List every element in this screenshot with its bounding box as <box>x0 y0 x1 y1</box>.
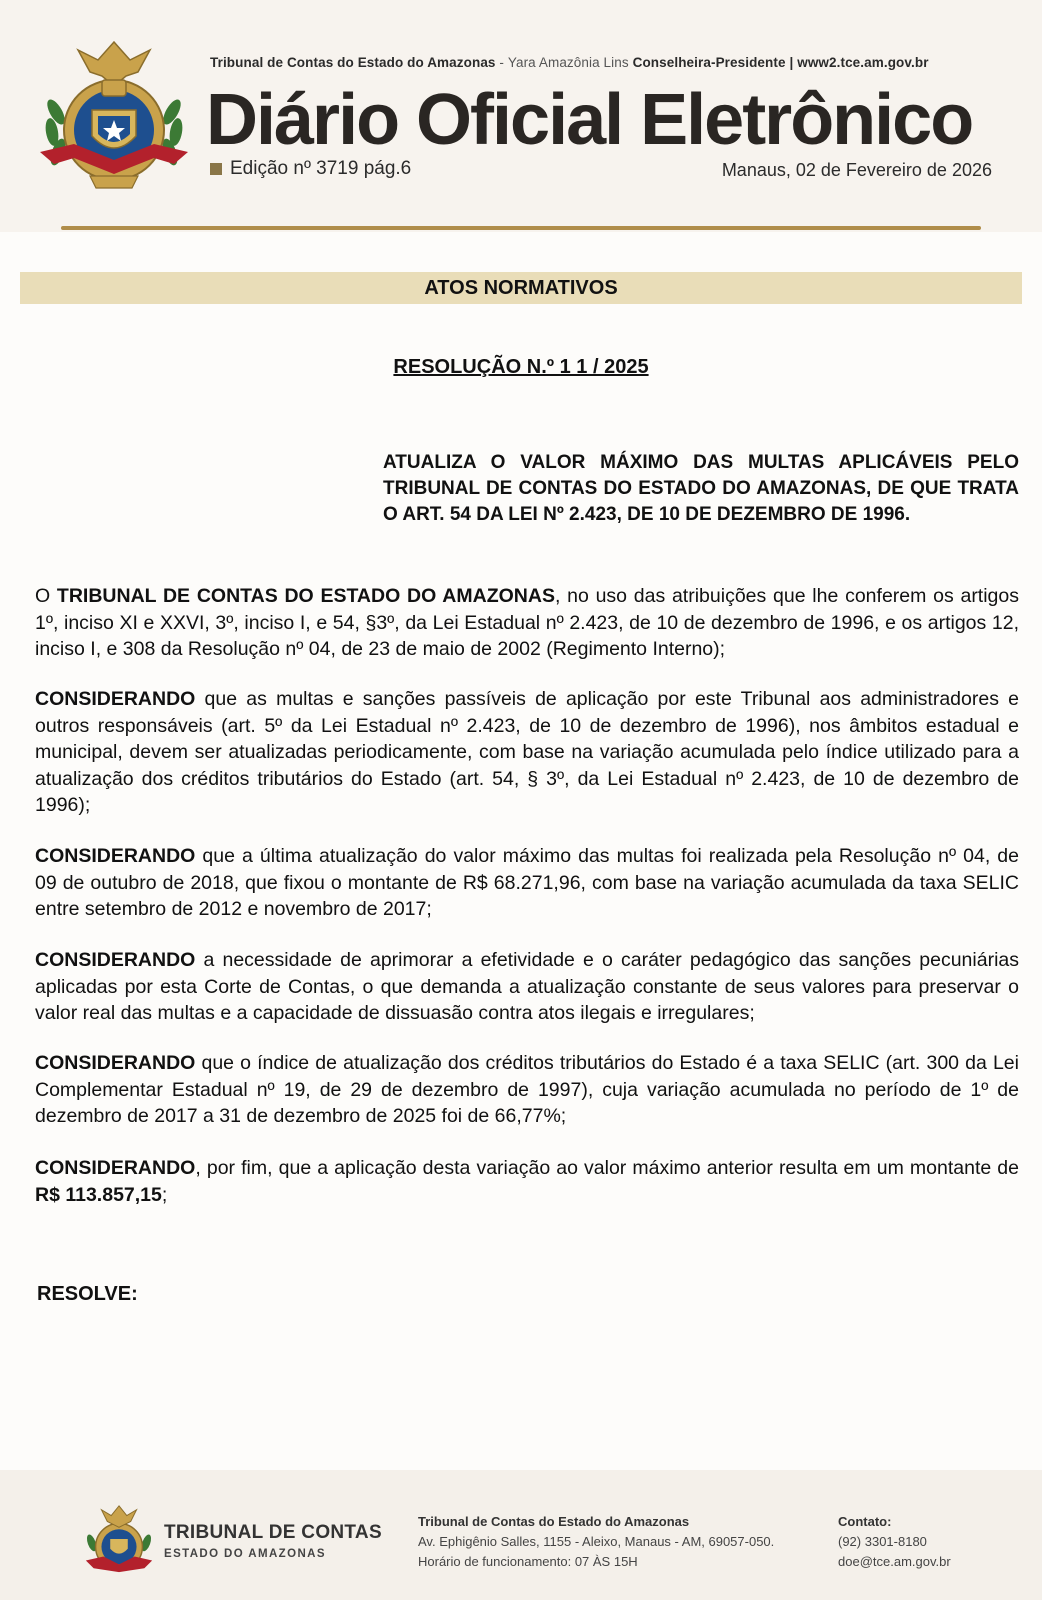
final-amount: R$ 113.857,15 <box>35 1183 162 1206</box>
footer-brand-subtitle: ESTADO DO AMAZONAS <box>164 1548 326 1560</box>
footer-phone[interactable]: (92) 3301-8180 <box>838 1534 927 1549</box>
resolution-number: RESOLUÇÃO N.º 1 1 / 2025 <box>393 356 649 378</box>
considerando-paragraph-3 <box>35 947 1019 1027</box>
preamble-prefix: O <box>35 585 57 607</box>
footer-hours: Horário de funcionamento: 07 ÀS 15H <box>418 1554 638 1569</box>
tce-seal-small-icon <box>80 1500 158 1578</box>
footer-email[interactable]: doe@tce.am.gov.br <box>838 1554 951 1569</box>
preamble-institution: TRIBUNAL DE CONTAS DO ESTADO DO AMAZONAS <box>56 585 555 607</box>
publication-date: Manaus, 02 de Fevereiro de 2026 <box>721 160 992 180</box>
page-footer <box>0 1470 1042 1600</box>
footer-address: Av. Ephigênio Salles, 1155 - Aleixo, Manaus - AM, 69057-050. <box>418 1534 775 1549</box>
header-website[interactable]: www2.tce.am.gov.br <box>797 55 929 70</box>
preamble-paragraph <box>35 583 1019 663</box>
tce-seal-icon <box>34 32 194 190</box>
header-president-name: Yara Amazônia Lins <box>507 55 629 70</box>
considerando-label: CONSIDERANDO <box>35 1157 196 1179</box>
considerando-paragraph-4 <box>35 1050 1019 1130</box>
header-top-line <box>210 55 1010 70</box>
page-header <box>0 0 1042 232</box>
header-divider: | <box>789 55 794 70</box>
header-president-title: Conselheira-Presidente <box>632 55 786 70</box>
footer-address-block <box>418 1512 774 1572</box>
considerando-text: que o índice de atualização dos créditos tributários do Estado é a taxa SELIC (art. 300 da Lei Complementar Estadual nº 19, de 29 de dezembro de 1997), cuja variação acumulada no período de 1º de dezembro de 2017 a 31 de dezembro de 2025 foi de 66,77%; <box>35 1052 1019 1127</box>
footer-institution: Tribunal de Contas do Estado do Amazonas <box>418 1514 690 1529</box>
footer-contact-label: Contato: <box>838 1514 892 1529</box>
considerando-text: que a última atualização do valor máximo das multas foi realizada pela Resolução nº 04, de 09 de outubro de 2018, que fixou o montante de R$ 68.271,96, com base na variação acumulada da taxa SELIC entre setembro de 2012 e novembro de 2017; <box>35 845 1019 920</box>
resolution-ementa: ATUALIZA O VALOR MÁXIMO DAS MULTAS APLICÁVEIS PELO TRIBUNAL DE CONTAS DO ESTADO DO AMAZONAS, DE QUE TRATA O ART. 54 DA LEI Nº 2.423, DE 10 DE DEZEMBRO DE 1996. <box>383 452 1019 525</box>
considerando-text: a necessidade de aprimorar a efetividade e o caráter pedagógico das sanções pecuniárias aplicadas por esta Corte de Contas, o que demanda a atualização constante de seus valores para preservar o valor real das multas e a capacidade de dissuasão contra atos ilegais e irregulares; <box>35 949 1019 1024</box>
preamble-text: , no uso das atribuições que lhe conferem os artigos 1º, inciso XI e XXVI, 3º, inciso I, e 54, §3º, da Lei Estadual nº 2.423, de 10 de dezembro de 1996, e os artigos 12, inciso I, e 308 da Resolução nº 04, de 23 de maio de 2002 (Regimento Interno); <box>35 585 1019 660</box>
section-title: ATOS NORMATIVOS <box>20 272 1022 304</box>
considerando-paragraph-5 <box>35 1155 1019 1208</box>
considerando-end: ; <box>161 1183 168 1206</box>
considerando-text: que as multas e sanções passíveis de aplicação por este Tribunal aos administradores e outros responsáveis (art. 5º da Lei Estadual nº 2.423, de 10 de dezembro de 1996), nos âmbitos estadual e municipal, devem ser atualizadas periodicamente, com base na variação acumulada pelo índice utilizado para a atualização dos créditos tributários do Estado (art. 54, § 3º, da Lei Estadual nº 2.423, de 10 de dezembro de 1996); <box>35 688 1019 816</box>
header-institution: Tribunal de Contas do Estado do Amazonas <box>210 55 496 70</box>
considerando-label: CONSIDERANDO <box>35 688 196 710</box>
considerando-label: CONSIDERANDO <box>35 845 196 867</box>
considerando-label: CONSIDERANDO <box>35 949 196 971</box>
footer-brand <box>164 1522 382 1560</box>
considerando-paragraph-1 <box>35 686 1019 819</box>
considerando-paragraph-2 <box>35 843 1019 923</box>
resolve-heading: RESOLVE: <box>37 1283 138 1305</box>
masthead-title: Diário Oficial Eletrônico <box>206 80 973 160</box>
footer-contact-block <box>838 1512 951 1572</box>
footer-brand-title: TRIBUNAL DE CONTAS <box>164 1522 382 1543</box>
considerando-label: CONSIDERANDO <box>35 1052 196 1074</box>
header-divider-rule <box>61 226 981 230</box>
edition-square-icon <box>210 163 222 175</box>
edition-text: Edição nº 3719 pág.6 <box>230 158 412 179</box>
header-separator: - <box>499 55 504 70</box>
edition-info <box>210 158 411 180</box>
considerando-text: , por fim, que a aplicação desta variação ao valor máximo anterior resulta em um montante de <box>195 1157 1019 1179</box>
